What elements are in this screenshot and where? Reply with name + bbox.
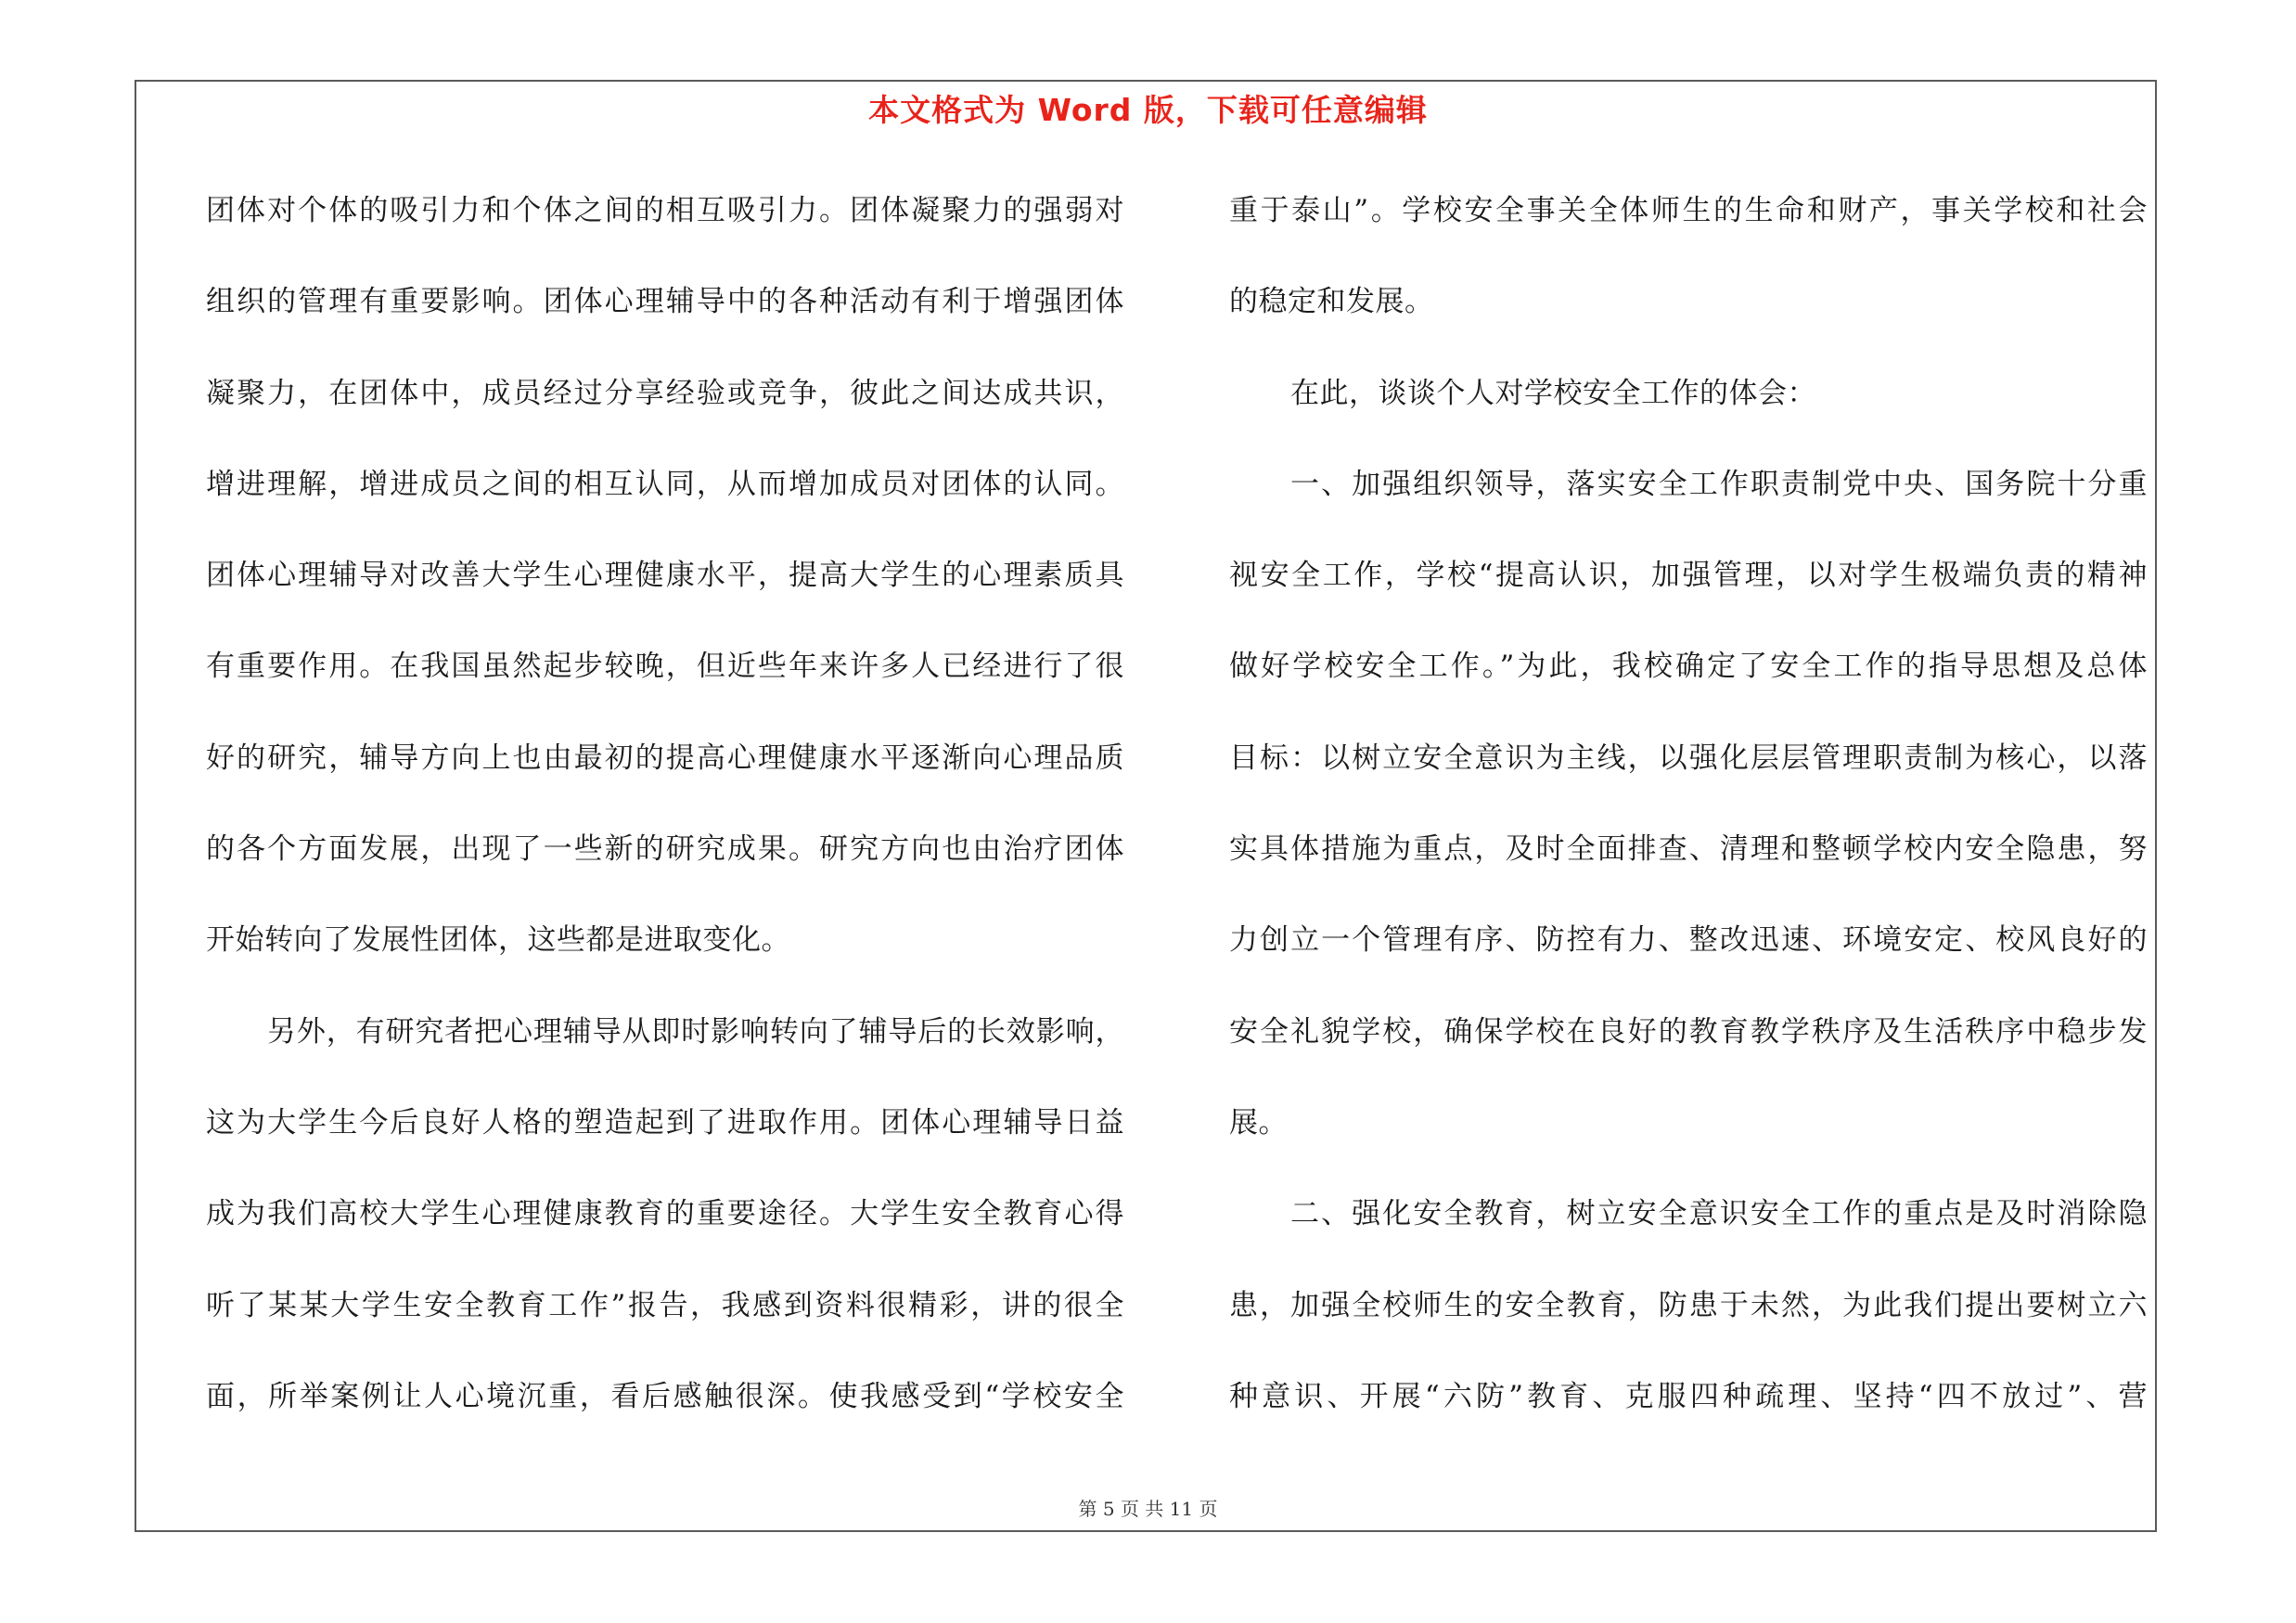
text-line: 开始转向了发展性团体，这些都是进取变化。	[206, 923, 790, 958]
text-line: 视安全工作，学校“提高认识，加强管理，以对学生极端负责的精神	[1229, 559, 2148, 593]
text-line: 这为大学生今后良好人格的塑造起到了进取作用。团体心理辅导日益	[206, 1105, 1124, 1140]
text-line: 患，加强全校师生的安全教育，防患于未然，为此我们提出要树立六	[1229, 1288, 2148, 1322]
text-line: 二、强化安全教育，树立安全意识安全工作的重点是及时消除隐	[1290, 1197, 2148, 1231]
text-line: 重于泰山”。学校安全事关全体师生的生命和财产，事关学校和社会	[1229, 194, 2148, 227]
text-line: 目标：以树立安全意识为主线，以强化层层管理职责制为核心，以落	[1229, 741, 2148, 775]
right-text-column	[1229, 181, 2148, 1458]
page-number-footer: 第 5 页 共 11 页	[1078, 1498, 1218, 1520]
text-line: 实具体措施为重点，及时全面排查、清理和整顿学校内安全隐患，努	[1229, 832, 2148, 867]
text-line: 力创立一个管理有序、防控有力、整改迅速、环境安定、校风良好的	[1229, 923, 2148, 958]
text-line: 面，所举案例让人心境沉重，看后感触很深。使我感受到“学校安全	[206, 1379, 1124, 1413]
text-line: 成为我们高校大学生心理健康教育的重要途径。大学生安全教育心得	[206, 1197, 1124, 1231]
text-line: 听了某某大学生安全教育工作”报告，我感到资料很精彩，讲的很全	[206, 1288, 1124, 1322]
text-line: 团体对个体的吸引力和个体之间的相互吸引力。团体凝聚力的强弱对	[206, 194, 1124, 227]
left-text-column	[206, 181, 1124, 1458]
text-line: 安全礼貌学校，确保学校在良好的教育教学秩序及生活秩序中稳步发	[1229, 1014, 2148, 1049]
text-line: 一、加强组织领导，落实安全工作职责制党中央、国务院十分重	[1290, 467, 2148, 501]
text-line: 种意识、开展“六防”教育、克服四种疏理、坚持“四不放过”、营	[1229, 1379, 2148, 1413]
text-line: 做好学校安全工作。”为此，我校确定了安全工作的指导思想及总体	[1229, 650, 2148, 684]
text-line: 增进理解，增进成员之间的相互认同，从而增加成员对团体的认同。	[206, 467, 1124, 501]
text-line: 的稳定和发展。	[1229, 285, 1434, 319]
text-line: 在此，谈谈个人对学校安全工作的体会：	[1290, 376, 1816, 410]
document-header-title: 本文格式为 Word 版，下载可任意编辑	[868, 92, 1428, 128]
text-line: 另外，有研究者把心理辅导从即时影响转向了辅导后的长效影响，	[267, 1014, 1124, 1049]
text-line: 凝聚力，在团体中，成员经过分享经验或竞争，彼此之间达成共识，	[206, 376, 1124, 410]
text-line: 团体心理辅导对改善大学生心理健康水平，提高大学生的心理素质具	[206, 559, 1124, 593]
text-line: 好的研究，辅导方向上也由最初的提高心理健康水平逐渐向心理品质	[206, 741, 1124, 775]
text-line: 有重要作用。在我国虽然起步较晚，但近些年来许多人已经进行了很	[206, 650, 1124, 684]
text-line: 的各个方面发展，出现了一些新的研究成果。研究方向也由治疗团体	[206, 832, 1124, 867]
text-line: 组织的管理有重要影响。团体心理辅导中的各种活动有利于增强团体	[206, 285, 1124, 319]
text-line: 展。	[1229, 1105, 1288, 1140]
